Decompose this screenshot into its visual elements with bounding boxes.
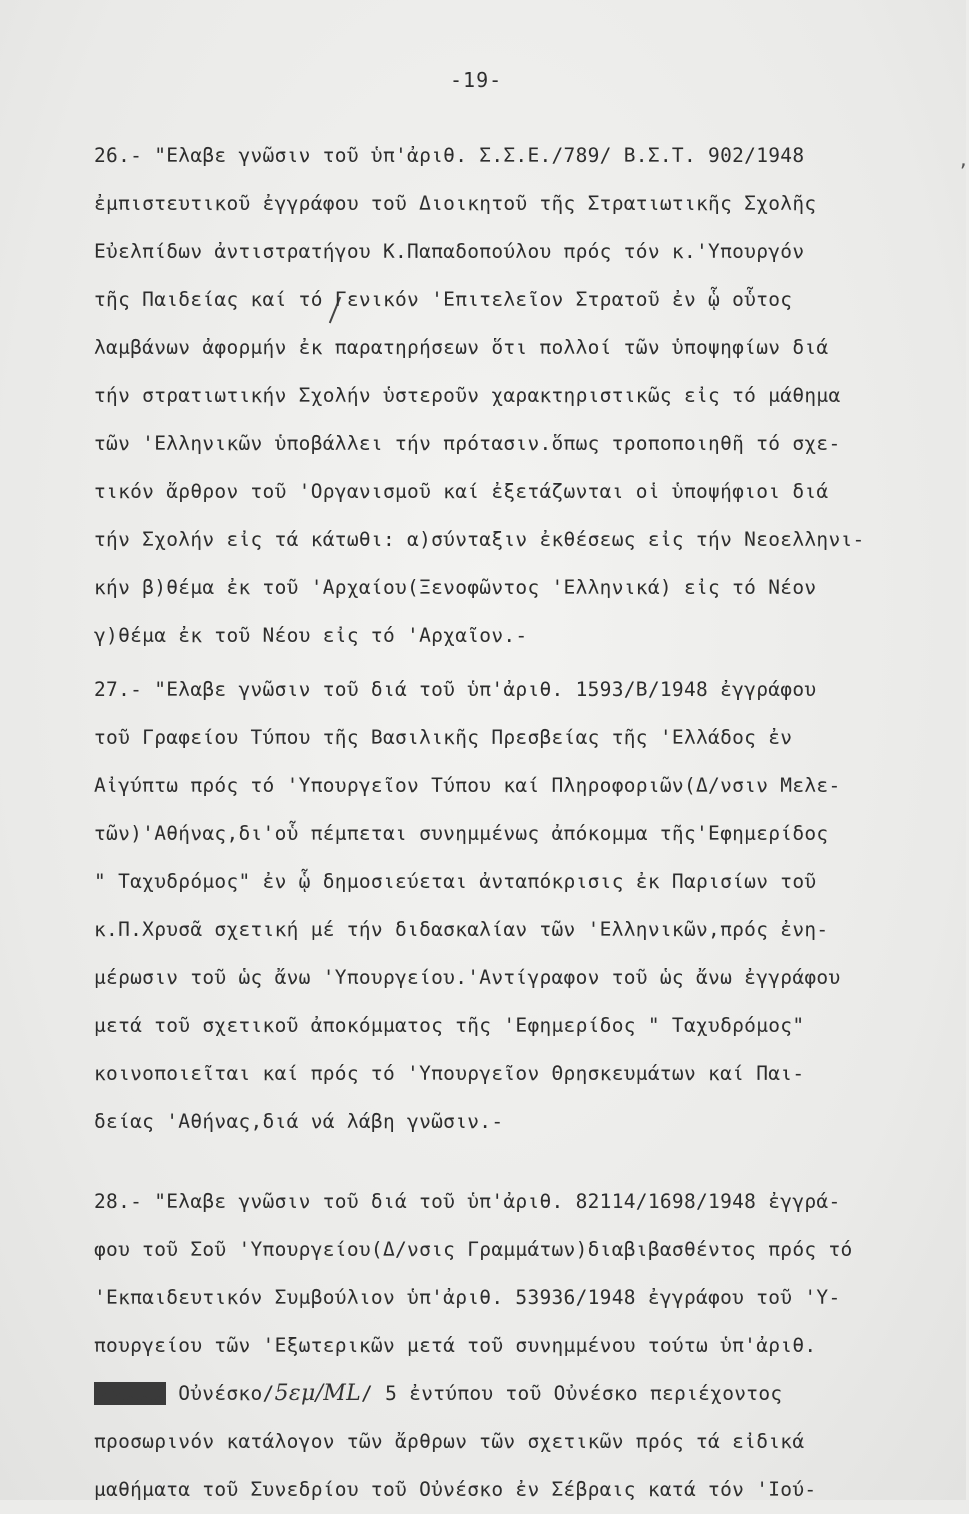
text-line: φου τοῦ Σοῦ 'Υπουργείου(Δ/νσις Γραμμάτων)διαβιβασθέντος πρός τό [94, 1238, 853, 1261]
text-line: τοῦ Γραφείου Τύπου τῆς Βασιλικῆς Πρεσβείας τῆς 'Ελλάδος ἐν [94, 726, 793, 749]
text-line: πουργείου τῶν 'Εξωτερικῶν μετά τοῦ συνημμένου τούτω ὑπ'ἀριθ. [94, 1334, 817, 1357]
text-line: τῶν)'Αθήνας,δι'οὗ πέμπεται συνημμένως ἀπόκομμα τῆς'Εφημερίδος [94, 822, 829, 845]
page-number: -19- [450, 68, 503, 92]
line-text-before: Οὐνέσκο/ [166, 1382, 275, 1405]
margin-mark: , [958, 150, 969, 171]
text-line: ἐμπιστευτικοῦ ἐγγράφου τοῦ Διοικητοῦ τῆς Στρατιωτικῆς Σχολῆς [94, 192, 817, 215]
text-line: 26.- "Ελαβε γνῶσιν τοῦ ὑπ'ἀριθ. Σ.Σ.Ε./789/ Β.Σ.Τ. 902/1948 [94, 144, 805, 167]
text-line: τῶν 'Ελληνικῶν ὑποβάλλει τήν πρότασιν.ὅπως τροποποιηθῆ τό σχε- [94, 432, 841, 455]
paragraph-28 [94, 1178, 944, 1514]
text-line: μαθήματα τοῦ Συνεδρίου τοῦ Οὐνέσκο ἐν Σέβραις κατά τόν 'Ιού- [94, 1478, 817, 1501]
text-line: μέρωσιν τοῦ ὡς ἄνω 'Υπουργείου.'Αντίγραφον τοῦ ὡς ἄνω ἐγγράφου [94, 966, 841, 989]
text-line: κ.Π.Χρυσᾶ σχετική μέ τήν διδασκαλίαν τῶν 'Ελληνικῶν,πρός ἐνη- [94, 918, 829, 941]
text-line: μετά τοῦ σχετικοῦ ἀποκόμματος τῆς 'Εφημερίδος " Ταχυδρόμος" [94, 1014, 805, 1037]
text-line: κοινοποιεῖται καί πρός τό 'Υπουργεῖον Θρησκευμάτων καί Παι- [94, 1062, 805, 1085]
text-line: λαμβάνων ἀφορμήν ἐκ παρατηρήσεων ὅτι πολλοί τῶν ὑποψηφίων διά [94, 336, 829, 359]
text-line: τικόν ἄρθρον τοῦ 'Οργανισμοῦ καί ἐξετάζωνται οἱ ὑποψήφιοι διά [94, 480, 829, 503]
text-line: τήν Σχολήν εἰς τά κάτωθι: α)σύνταξιν ἐκθέσεως εἰς τήν Νεοελληνι- [94, 528, 865, 551]
paragraph-26 [94, 132, 944, 660]
text-line: κήν β)θέμα ἐκ τοῦ 'Αρχαίου(Ξενοφῶντος 'Ελληνικά) εἰς τό Νέον [94, 576, 817, 599]
text-line: 'Εκπαιδευτικόν Συμβούλιον ὑπ'ἀριθ. 53936/1948 ἐγγράφου τοῦ 'Υ- [94, 1286, 841, 1309]
text-line: τῆς Παιδείας καί τό Γενικόν 'Επιτελεῖον Στρατοῦ ἐν ᾧ οὗτος [94, 288, 793, 311]
text-line: Εὐελπίδων ἀντιστρατήγου Κ.Παπαδοπούλου πρός τόν κ.'Υπουργόν [94, 240, 805, 263]
text-line: γ)θέμα ἐκ τοῦ Νέου εἰς τό 'Αρχαῖον.- [94, 624, 528, 647]
redaction-stamp: XXXXX [95, 1382, 166, 1405]
handwritten-insert: 5εμ/ΜL [274, 1381, 362, 1406]
text-line [94, 1370, 944, 1418]
text-line: 27.- "Ελαβε γνῶσιν τοῦ διά τοῦ ὑπ'ἀριθ. 1593/Β/1948 ἐγγράφου [94, 678, 817, 701]
line-text-after: / 5 ἐντύπου τοῦ Οὐνέσκο περιέχοντος [361, 1382, 783, 1405]
text-line: τήν στρατιωτικήν Σχολήν ὑστεροῦν χαρακτηριστικῶς εἰς τό μάθημα [94, 384, 841, 407]
text-line: Αἰγύπτω πρός τό 'Υπουργεῖον Τύπου καί Πληροφοριῶν(Δ/νσιν Μελε- [94, 774, 841, 797]
text-line: 28.- "Ελαβε γνῶσιν τοῦ διά τοῦ ὑπ'ἀριθ. 82114/1698/1948 ἐγγρά- [94, 1190, 841, 1213]
text-line: " Ταχυδρόμος" ἐν ᾧ δημοσιεύεται ἀνταπόκρισις ἐκ Παρισίων τοῦ [94, 870, 817, 893]
text-line: προσωρινόν κατάλογον τῶν ἄρθρων τῶν σχετικῶν πρός τά εἰδικά [94, 1430, 805, 1453]
text-line: δείας 'Αθήνας,διά νά λάβη γνῶσιν.- [94, 1110, 504, 1133]
paragraph-27 [94, 666, 944, 1146]
